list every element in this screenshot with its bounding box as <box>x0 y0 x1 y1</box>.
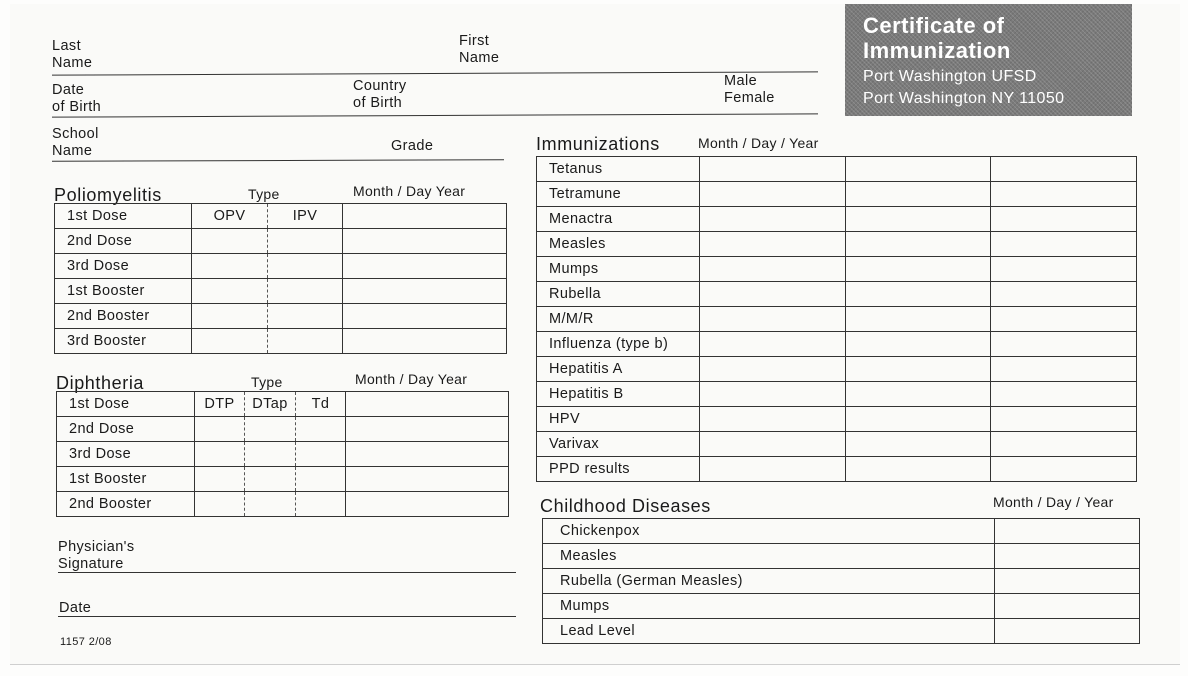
polio-date-cell[interactable] <box>343 279 507 304</box>
table-row <box>537 157 1137 182</box>
immunization-date-cell[interactable] <box>991 332 1137 357</box>
diphtheria-dtp-header[interactable]: DTP <box>195 392 245 417</box>
diphtheria-date-cell[interactable] <box>346 467 509 492</box>
immunization-row-label: Rubella <box>537 282 700 307</box>
immunization-date-cell[interactable] <box>700 457 846 482</box>
table-row <box>543 594 1140 619</box>
diphtheria-dtap-cell[interactable] <box>245 417 296 442</box>
polio-opv-cell[interactable] <box>192 254 268 279</box>
polio-opv-header[interactable]: OPV <box>192 204 268 229</box>
diphtheria-table <box>56 391 509 517</box>
immunization-row-label: HPV <box>537 407 700 432</box>
diphtheria-td-cell[interactable] <box>296 467 346 492</box>
polio-row-label: 1st Booster <box>55 279 192 304</box>
polio-ipv-cell[interactable] <box>268 229 343 254</box>
table-row <box>537 307 1137 332</box>
immunization-date-cell[interactable] <box>700 357 846 382</box>
table-row <box>57 392 509 417</box>
immunization-date-cell[interactable] <box>846 357 991 382</box>
polio-ipv-cell[interactable] <box>268 279 343 304</box>
immunization-date-cell[interactable] <box>991 232 1137 257</box>
immunization-row-label: Hepatitis A <box>537 357 700 382</box>
polio-opv-cell[interactable] <box>192 329 268 354</box>
certificate-org: Port Washington UFSD <box>863 68 1037 85</box>
immunization-row-label: PPD results <box>537 457 700 482</box>
immunization-date-cell[interactable] <box>846 207 991 232</box>
immunization-date-cell[interactable] <box>846 432 991 457</box>
immunization-date-cell[interactable] <box>991 257 1137 282</box>
immunization-date-cell[interactable] <box>991 157 1137 182</box>
polio-date-cell[interactable] <box>343 329 507 354</box>
diphtheria-row-label: 1st Dose <box>57 392 195 417</box>
childhood-date-cell[interactable] <box>995 619 1140 644</box>
polio-row-label: 3rd Dose <box>55 254 192 279</box>
female-label[interactable]: Female <box>724 90 775 106</box>
childhood-row-label: Measles <box>543 544 995 569</box>
immunization-date-cell[interactable] <box>991 182 1137 207</box>
table-row <box>537 457 1137 482</box>
immunization-date-cell[interactable] <box>991 382 1137 407</box>
diphtheria-date-cell[interactable] <box>346 442 509 467</box>
last-name-label: Last Name <box>52 38 93 71</box>
date-line[interactable] <box>58 616 516 617</box>
diphtheria-date-label: Month / Day Year <box>355 371 468 387</box>
polio-ipv-header[interactable]: IPV <box>268 204 343 229</box>
table-row <box>537 182 1137 207</box>
table-row <box>537 407 1137 432</box>
diphtheria-heading: Diphtheria <box>56 373 145 393</box>
diphtheria-date-cell[interactable] <box>346 392 509 417</box>
physician-signature-line[interactable] <box>58 572 516 573</box>
polio-date-cell[interactable] <box>343 204 507 229</box>
table-row <box>543 519 1140 544</box>
immunization-date-cell[interactable] <box>700 232 846 257</box>
immunization-date-cell[interactable] <box>700 157 846 182</box>
polio-table <box>54 203 507 354</box>
diphtheria-td-cell[interactable] <box>296 492 346 517</box>
first-name-label: First Name <box>459 33 500 66</box>
childhood-row-label: Rubella (German Measles) <box>543 569 995 594</box>
immunization-date-cell[interactable] <box>700 432 846 457</box>
table-row <box>537 357 1137 382</box>
immunization-date-cell[interactable] <box>991 357 1137 382</box>
polio-ipv-cell[interactable] <box>268 304 343 329</box>
table-row <box>537 432 1137 457</box>
table-row <box>57 417 509 442</box>
immunization-date-cell[interactable] <box>700 207 846 232</box>
polio-type-label: Type <box>248 186 280 202</box>
diphtheria-dtp-cell[interactable] <box>195 417 245 442</box>
certificate-box <box>845 4 1132 116</box>
childhood-date-cell[interactable] <box>995 519 1140 544</box>
polio-ipv-cell[interactable] <box>268 329 343 354</box>
immunization-date-cell[interactable] <box>700 182 846 207</box>
table-row <box>55 254 507 279</box>
diphtheria-row-label: 3rd Dose <box>57 442 195 467</box>
polio-date-cell[interactable] <box>343 304 507 329</box>
diphtheria-date-cell[interactable] <box>346 417 509 442</box>
immunizations-table <box>536 156 1137 482</box>
physician-signature-label: Physician's Signature <box>58 539 135 572</box>
table-row <box>57 467 509 492</box>
polio-opv-cell[interactable] <box>192 279 268 304</box>
childhood-row-label: Lead Level <box>543 619 995 644</box>
polio-date-cell[interactable] <box>343 254 507 279</box>
grade-label: Grade <box>391 138 434 154</box>
immunization-row-label: Varivax <box>537 432 700 457</box>
diphtheria-dtap-cell[interactable] <box>245 467 296 492</box>
immunization-date-cell[interactable] <box>700 332 846 357</box>
diphtheria-row-label: 1st Booster <box>57 467 195 492</box>
immunization-date-cell[interactable] <box>700 257 846 282</box>
diphtheria-dtap-header[interactable]: DTap <box>245 392 296 417</box>
polio-row-label: 2nd Booster <box>55 304 192 329</box>
diphtheria-dtp-cell[interactable] <box>195 442 245 467</box>
certificate-title-line2: Immunization <box>863 38 1011 63</box>
polio-row-label: 2nd Dose <box>55 229 192 254</box>
male-label[interactable]: Male <box>724 73 758 89</box>
immunizations-date-label: Month / Day / Year <box>698 135 819 151</box>
immunization-date-cell[interactable] <box>846 282 991 307</box>
table-row <box>57 492 509 517</box>
table-row <box>55 204 507 229</box>
diphtheria-td-cell[interactable] <box>296 442 346 467</box>
table-row <box>57 442 509 467</box>
immunization-date-cell[interactable] <box>991 407 1137 432</box>
table-row <box>55 229 507 254</box>
immunization-row-label: Influenza (type b) <box>537 332 700 357</box>
immunization-date-cell[interactable] <box>846 232 991 257</box>
date-of-birth-label: Date of Birth <box>52 82 102 115</box>
polio-opv-cell[interactable] <box>192 229 268 254</box>
immunization-date-cell[interactable] <box>846 382 991 407</box>
polio-row-label: 3rd Booster <box>55 329 192 354</box>
table-row <box>543 544 1140 569</box>
childhood-row-label: Chickenpox <box>543 519 995 544</box>
immunization-date-cell[interactable] <box>846 457 991 482</box>
table-row <box>55 329 507 354</box>
diphtheria-dtap-cell[interactable] <box>245 442 296 467</box>
childhood-row-label: Mumps <box>543 594 995 619</box>
diphtheria-dtp-cell[interactable] <box>195 492 245 517</box>
immunization-date-cell[interactable] <box>991 307 1137 332</box>
immunization-date-cell[interactable] <box>700 282 846 307</box>
immunization-date-cell[interactable] <box>991 457 1137 482</box>
table-row <box>537 282 1137 307</box>
immunization-date-cell[interactable] <box>700 407 846 432</box>
immunization-date-cell[interactable] <box>846 157 991 182</box>
table-row <box>537 257 1137 282</box>
diphtheria-row-label: 2nd Dose <box>57 417 195 442</box>
polio-row-label: 1st Dose <box>55 204 192 229</box>
table-row <box>543 569 1140 594</box>
country-of-birth-label: Country of Birth <box>353 78 407 111</box>
polio-opv-cell[interactable] <box>192 304 268 329</box>
immunization-date-cell[interactable] <box>846 407 991 432</box>
childhood-date-cell[interactable] <box>995 594 1140 619</box>
school-name-label: School Name <box>52 126 99 159</box>
certificate-address: Port Washington NY 11050 <box>863 90 1065 107</box>
immunization-date-cell[interactable] <box>846 332 991 357</box>
table-row <box>537 232 1137 257</box>
certificate-title-line1: Certificate of <box>863 13 1005 38</box>
immunization-date-cell[interactable] <box>846 257 991 282</box>
form-number: 1157 2/08 <box>60 636 112 648</box>
polio-ipv-cell[interactable] <box>268 254 343 279</box>
diphtheria-td-cell[interactable] <box>296 417 346 442</box>
immunization-row-label: Hepatitis B <box>537 382 700 407</box>
childhood-heading: Childhood Diseases <box>540 496 711 516</box>
immunization-row-label: M/M/R <box>537 307 700 332</box>
diphtheria-type-label: Type <box>251 374 283 390</box>
immunization-row-label: Menactra <box>537 207 700 232</box>
polio-date-cell[interactable] <box>343 229 507 254</box>
table-row <box>55 279 507 304</box>
immunization-row-label: Tetramune <box>537 182 700 207</box>
diphtheria-row-label: 2nd Booster <box>57 492 195 517</box>
childhood-date-label: Month / Day / Year <box>993 494 1114 510</box>
diphtheria-dtp-cell[interactable] <box>195 467 245 492</box>
immunization-row-label: Measles <box>537 232 700 257</box>
immunization-row-label: Tetanus <box>537 157 700 182</box>
polio-heading: Poliomyelitis <box>54 185 162 205</box>
table-row <box>537 207 1137 232</box>
immunization-date-cell[interactable] <box>991 432 1137 457</box>
table-row <box>543 619 1140 644</box>
table-row <box>537 382 1137 407</box>
childhood-date-cell[interactable] <box>995 569 1140 594</box>
table-row <box>55 304 507 329</box>
immunization-row-label: Mumps <box>537 257 700 282</box>
immunization-date-cell[interactable] <box>846 307 991 332</box>
immunization-date-cell[interactable] <box>700 307 846 332</box>
diphtheria-date-cell[interactable] <box>346 492 509 517</box>
childhood-date-cell[interactable] <box>995 544 1140 569</box>
diphtheria-td-header[interactable]: Td <box>296 392 346 417</box>
immunization-date-cell[interactable] <box>991 207 1137 232</box>
polio-date-label: Month / Day Year <box>353 183 466 199</box>
immunization-date-cell[interactable] <box>846 182 991 207</box>
date-label: Date <box>59 600 92 616</box>
immunizations-heading: Immunizations <box>536 134 660 154</box>
table-row <box>537 332 1137 357</box>
childhood-table <box>542 518 1140 644</box>
immunization-date-cell[interactable] <box>700 382 846 407</box>
diphtheria-dtap-cell[interactable] <box>245 492 296 517</box>
immunization-date-cell[interactable] <box>991 282 1137 307</box>
